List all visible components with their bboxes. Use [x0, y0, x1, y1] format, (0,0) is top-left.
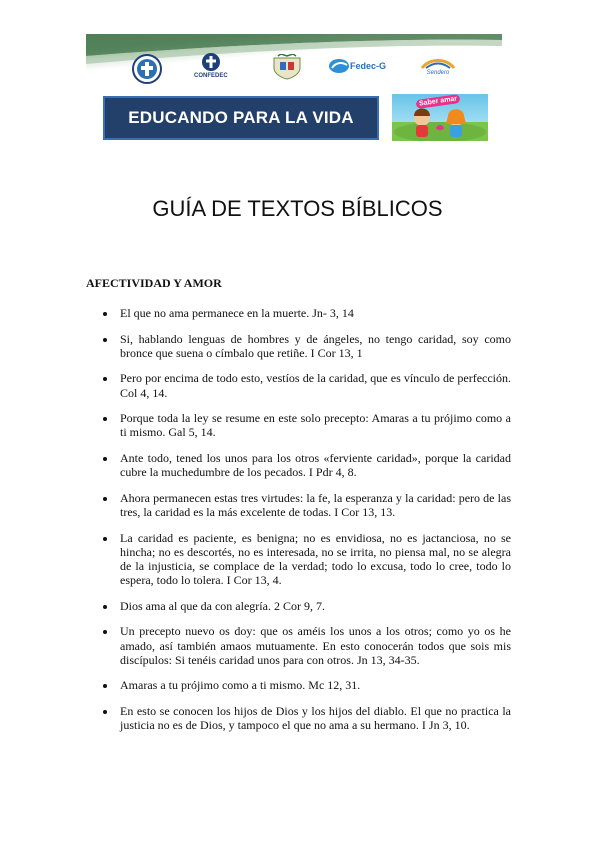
bullet-icon	[103, 630, 107, 634]
list-item	[86, 451, 511, 479]
episcopal-coat-of-arms-logo	[272, 54, 302, 80]
verse-text: Ante todo, tened los unos para los otros «ferviente caridad», porque la caridad cubre la muchedumbre de los pecados. I Pdr 4, 8.	[120, 450, 511, 480]
confedec-logo	[194, 52, 228, 79]
verse-text: Porque toda la ley se resume en este solo precepto: Amaras a tu prójimo como a ti mismo. Gal 5, 14.	[120, 411, 511, 440]
list-item	[86, 491, 511, 519]
verse-text: Amaras a tu prójimo como a ti mismo. Mc 12, 31.	[120, 678, 361, 693]
bullet-icon	[103, 684, 107, 688]
saber-amar-illustration	[392, 94, 488, 141]
bullet-icon	[103, 537, 107, 541]
list-item	[86, 306, 511, 320]
fedec-g-icon	[328, 58, 350, 74]
program-banner-text: EDUCANDO PARA LA VIDA	[128, 108, 354, 127]
list-item	[86, 704, 511, 732]
list-item	[86, 411, 511, 439]
list-item	[86, 599, 511, 613]
bullet-icon	[103, 338, 107, 342]
program-banner	[103, 96, 379, 140]
bullet-icon	[103, 497, 107, 501]
fedec-g-label: Fedec-G	[350, 61, 387, 71]
sendero-icon	[420, 56, 456, 70]
bullet-icon	[103, 377, 107, 381]
verse-text: Pero por encima de todo esto, vestíos de la caridad, que es vínculo de perfección. Col 4, 14.	[120, 371, 511, 400]
bullet-icon	[103, 312, 107, 316]
list-item	[86, 624, 511, 667]
fedec-g-logo	[328, 58, 386, 74]
verse-text: El que no ama permanece en la muerte. Jn- 3, 14	[120, 306, 354, 320]
bullet-icon	[103, 605, 107, 609]
list-item	[86, 371, 511, 399]
verse-text: En esto se conocen los hijos de Dios y los hijos del diablo. El que no practica la justicia no es de Dios, y tampoco el que no ama a su hermano. I Jn 3, 10.	[120, 703, 511, 733]
bullet-icon	[103, 417, 107, 421]
list-item	[86, 678, 511, 692]
seal-icon	[132, 54, 162, 84]
document-title: GUÍA DE TEXTOS BÍBLICOS	[152, 196, 443, 221]
section-title: AFECTIVIDAD Y AMOR	[86, 276, 222, 290]
confedec-label: CONFEDEC	[194, 73, 228, 79]
list-item	[86, 531, 511, 588]
verse-text: Si, hablando lenguas de hombres y de ángeles, no tengo caridad, soy como bronce que suena o címbalo que retiñe. I Cor 13, 1	[120, 331, 511, 360]
coat-of-arms-icon	[272, 54, 302, 80]
bullet-icon	[103, 457, 107, 461]
verse-text: Dios ama al que da con alegría. 2 Cor 9, 7.	[120, 598, 325, 613]
verse-list	[86, 306, 511, 744]
sendero-label: Sendero	[426, 70, 450, 76]
verse-text: Un precepto nuevo os doy: que os améis los unos a los otros; como yo os he amado, así también amaos mutuamente. En esto conocerán todos que sois mis discípulos: Si tenéis caridad unos para con otros. Jn 13, 34-35.	[120, 624, 511, 667]
bullet-icon	[103, 710, 107, 714]
logo-strip	[86, 34, 502, 86]
list-item	[86, 332, 511, 360]
sendero-logo	[420, 56, 456, 76]
verse-text: La caridad es paciente, es benigna; no es envidiosa, no es jactanciosa, no se hincha; no es descortés, no es interesada, no se irrita, no piensa mal, no se alegra de la injusticia, se complace de la verdad; todo lo excusa, todo lo cree, todo lo espera, todo lo tolera. I Cor 13, 4.	[120, 530, 511, 588]
confedec-icon	[200, 52, 222, 72]
verse-text: Ahora permanecen estas tres virtudes: la fe, la esperanza y la caridad: pero de las tres, la caridad es la más excelente de todas. I Cor 13, 13.	[120, 490, 511, 519]
arquidiocesis-seal-logo	[132, 54, 162, 84]
saber-amar-badge: Saber amar	[416, 94, 461, 109]
